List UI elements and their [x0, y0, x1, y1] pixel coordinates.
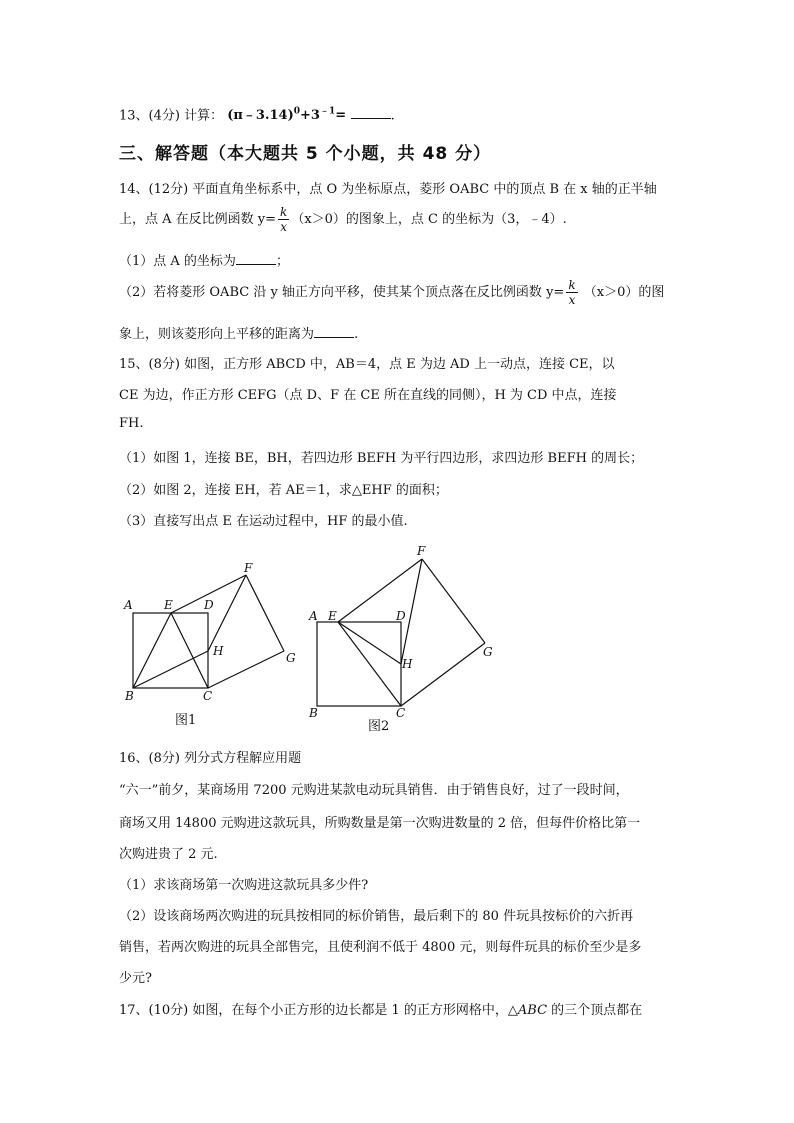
q16-part-2b: 销售，若两次购进的玩具全部售完，且使利润不低于 4800 元，则每件玩具的标价至少是多	[119, 940, 642, 955]
fig1-line-ec	[171, 613, 208, 688]
q13-line	[119, 104, 395, 123]
q14-part-1-text: （1）点 A 的坐标为	[119, 254, 236, 269]
q13-number: 13、(4分)	[119, 108, 180, 124]
fig2-line-ec	[338, 622, 401, 706]
q14-part-2-blank[interactable]	[314, 325, 354, 338]
q14-part-1-blank[interactable]	[236, 252, 276, 265]
section-heading: 三、解答题（本大题共 5 个小题，共 48 分）	[119, 144, 492, 164]
fig1-label-d: D	[204, 598, 214, 612]
fig2-label-h: H	[402, 657, 413, 671]
q14-line-1: 14、(12分) 平面直角坐标系中，点 O 为坐标原点，菱形 OABC 中的顶点 B 在 x 轴的正半轴	[119, 182, 657, 197]
q15-line-2: CE 为边，作正方形 CEFG（点 D、F 在 CE 所在直线的同侧），H 为 CD 中点，连接	[119, 388, 617, 403]
q14-part-2a: （2）若将菱形 OABC 沿 y 轴正方向平移，使其某个顶点落在反比例函数 y=	[119, 285, 565, 300]
q15-line-1: 15、(8分) 如图，正方形 ABCD 中，AB＝4，点 E 为边 AD 上一动点，连接 CE，以	[119, 357, 615, 372]
q14-line-2	[119, 205, 567, 234]
fig1-label-b: B	[125, 689, 134, 703]
q15-part-3: （3）直接写出点 E 在运动过程中，HF 的最小值.	[119, 514, 408, 529]
q16-line-4: 次购进贵了 2 元.	[119, 847, 218, 862]
fraction-numerator: k	[568, 278, 576, 292]
q16-line-3: 商场又用 14800 元购进这款玩具，所购数量是第一次购进数量的 2 倍，但每件价格比第一	[119, 816, 641, 831]
fig2-label-e: E	[328, 609, 337, 623]
fig2-line-ef	[338, 559, 422, 622]
figure-2	[317, 559, 485, 706]
q14-line-2b: （x＞0）的图象上，点 C 的坐标为（3，﹣4）.	[291, 212, 567, 227]
fraction-denominator: x	[280, 220, 288, 234]
fig1-label-g: G	[286, 651, 296, 665]
q16-line-2: “六一”前夕，某商场用 7200 元购进某款电动玩具销售．由于销售良好，过了一段时间，	[119, 783, 629, 798]
q13-exp-neg-one: ﹣1	[319, 107, 336, 117]
fig2-label-c: C	[396, 706, 406, 720]
q16-part-2c: 少元?	[119, 971, 152, 986]
q15-part-2: （2）如图 2，连接 EH，若 AE＝1，求△EHF 的面积；	[119, 483, 448, 498]
fig1-line-bh	[133, 651, 208, 688]
fig2-line-eh	[338, 622, 401, 664]
q14-part-2c: 象上，则该菱形向上平移的距离为	[119, 327, 315, 342]
fraction-numerator: k	[280, 205, 288, 219]
fig2-label-g: G	[483, 645, 493, 659]
fig1-label-f: F	[244, 561, 253, 575]
q13-answer-blank[interactable]	[351, 106, 391, 119]
q17-triangle-abc: △ABC	[507, 1003, 548, 1018]
q14-line-2a: 上，点 A 在反比例函数 y=	[119, 212, 277, 227]
fig2-label-a: A	[309, 609, 318, 623]
fig1-line-eb	[133, 613, 171, 688]
fig1-caption: 图1	[175, 713, 197, 728]
q14-part-2-end: .	[354, 327, 359, 342]
figure-1	[133, 575, 284, 688]
q16-line-1: 16、(8分) 列分式方程解应用题	[119, 751, 302, 766]
q16-part-1: （1）求该商场第一次购进这款玩具多少件?	[119, 878, 369, 893]
fig1-line-fg	[246, 575, 284, 651]
fig1-line-hf	[208, 575, 246, 651]
fig1-label-a: A	[124, 598, 133, 612]
q15-line-3: FH.	[119, 416, 144, 431]
q14-part-2b: （x＞0）的图	[583, 285, 665, 300]
q14-fraction-k-over-x-2	[566, 278, 577, 307]
q14-part-1	[119, 250, 289, 269]
q14-part-1-end: ；	[275, 254, 289, 269]
fig2-square-abcd	[317, 622, 401, 706]
q17-line-1a: 17、(10分) 如图，在每个小正方形的边长都是 1 的正方形网格中，	[119, 1003, 508, 1018]
q15-figures	[110, 540, 510, 740]
q13-plus-three: +3	[300, 108, 320, 124]
q14-fraction-k-over-x	[278, 205, 289, 234]
fig1-label-h: H	[213, 644, 224, 658]
fig2-line-gc	[401, 643, 485, 706]
fig2-label-f: F	[417, 544, 426, 558]
q13-equals: =	[335, 108, 347, 124]
fig1-square-abcd	[133, 613, 208, 688]
fig2-label-d: D	[396, 609, 406, 623]
q15-part-1: （1）如图 1，连接 BE，BH，若四边形 BEFH 为平行四边形，求四边形 BEFH 的周长；	[119, 451, 644, 466]
fraction-denominator: x	[568, 293, 576, 307]
q16-part-2a: （2）设该商场两次购进的玩具按相同的标价销售，最后剩下的 80 件玩具按标价的六折再	[119, 909, 634, 924]
fig2-caption: 图2	[368, 719, 390, 734]
q17-line-1	[119, 999, 642, 1018]
q13-expression	[227, 108, 350, 123]
q13-prefix: 计算：	[184, 108, 224, 124]
fig1-label-c: C	[203, 689, 213, 703]
fig2-line-fg	[422, 559, 485, 643]
q13-expr-base: (π﹣3.14)	[227, 108, 294, 124]
q17-line-1b: 的三个顶点都在	[547, 1003, 643, 1018]
q14-part-2	[119, 278, 664, 307]
q13-end: .	[390, 108, 395, 124]
q13-exp-zero: 0	[293, 107, 301, 117]
fig2-label-b: B	[309, 706, 318, 720]
fig1-label-e: E	[164, 598, 173, 612]
q14-part-2-cont	[119, 323, 358, 342]
